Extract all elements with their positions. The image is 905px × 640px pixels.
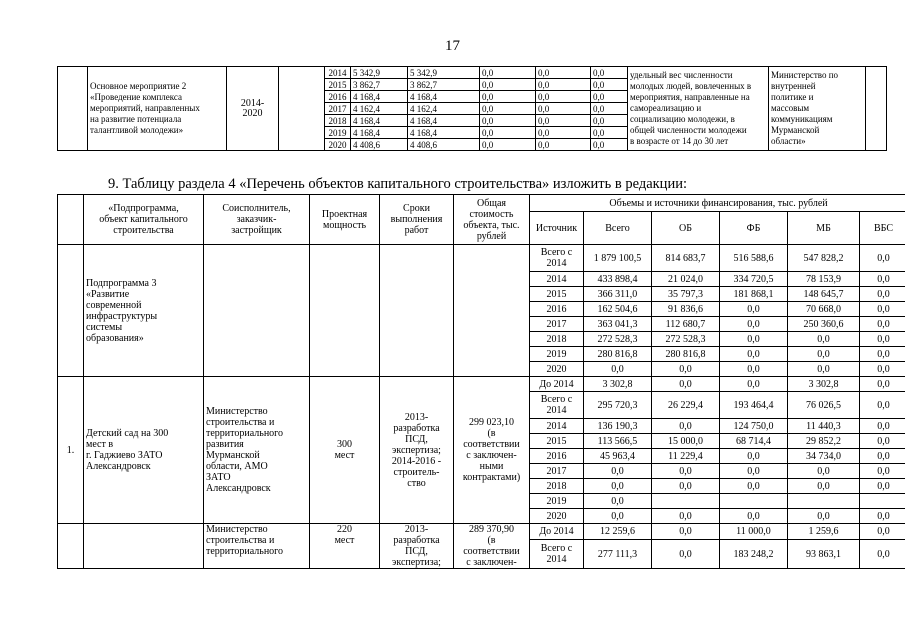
cell-fb: 0,0 — [720, 449, 788, 464]
top-cell-year: 2019 — [325, 127, 351, 139]
section-heading: 9. Таблицу раздела 4 «Перечень объектов капитального строительства» изложить в редакции: — [108, 176, 687, 192]
cell-ob: 280 816,8 — [652, 347, 720, 362]
top-cell-value-4: 0,0 — [591, 79, 628, 91]
cell-total: 0,0 — [584, 464, 652, 479]
cell-source: 2018 — [530, 332, 584, 347]
top-cell-value-4: 0,0 — [591, 91, 628, 103]
cell-ob: 0,0 — [652, 479, 720, 494]
cell-source: До 2014 — [530, 524, 584, 540]
cell-mb: 547 828,2 — [788, 245, 860, 272]
top-cell-value-3: 0,0 — [536, 127, 591, 139]
cell-mb: 76 026,5 — [788, 392, 860, 419]
cell-total: 45 963,4 — [584, 449, 652, 464]
row-number — [58, 524, 84, 569]
top-cell-total: 3 862,7 — [351, 79, 408, 91]
cell-mb: 0,0 — [788, 509, 860, 524]
object-terms: 2013- разработка ПСД, экспертиза; — [380, 524, 454, 569]
cell-fb: 516 588,6 — [720, 245, 788, 272]
cell-fb: 193 464,4 — [720, 392, 788, 419]
top-cell-value-1: 4 168,4 — [408, 91, 480, 103]
cell-mb: 148 645,7 — [788, 287, 860, 302]
cell-source: 2018 — [530, 479, 584, 494]
cell-vbs: 0,0 — [860, 509, 905, 524]
top-cell-value-1: 4 162,4 — [408, 103, 480, 115]
top-cell-value-2: 0,0 — [480, 139, 536, 151]
cell-total: 136 190,3 — [584, 419, 652, 434]
top-cell-value-3: 0,0 — [536, 91, 591, 103]
cell-source: 2020 — [530, 509, 584, 524]
cell-ob: 112 680,7 — [652, 317, 720, 332]
cell-total: 272 528,3 — [584, 332, 652, 347]
cell-fb: 0,0 — [720, 509, 788, 524]
cell-total: 3 302,8 — [584, 377, 652, 392]
cell-total: 1 879 100,5 — [584, 245, 652, 272]
subprogram-row — [58, 245, 905, 272]
cell-source: 2015 — [530, 434, 584, 449]
cell-source: 2016 — [530, 302, 584, 317]
top-cell-year: 2018 — [325, 115, 351, 127]
cell-vbs: 0,0 — [860, 362, 905, 377]
subheader-source: Источник — [530, 212, 584, 245]
cell-ob: 0,0 — [652, 509, 720, 524]
cell-mb: 93 863,1 — [788, 540, 860, 569]
top-executor: Министерство по внутренней политике и массовым коммуникациям Мурманской области» — [769, 67, 866, 151]
header-financing-group: Объемы и источники финансирования, тыс. рублей — [530, 195, 905, 212]
cell-ob: 15 000,0 — [652, 434, 720, 449]
cell-total: 295 720,3 — [584, 392, 652, 419]
top-table-row — [58, 67, 887, 79]
top-cell-value-1: 3 862,7 — [408, 79, 480, 91]
cell-mb: 0,0 — [788, 362, 860, 377]
cell-mb: 0,0 — [788, 479, 860, 494]
object-executor: Министерство строительства и территориального развития Мурманской области, АМО ЗАТО Александровск — [204, 377, 310, 524]
cell-total: 0,0 — [584, 362, 652, 377]
object-executor: Министерство строительства и территориального — [204, 524, 310, 569]
cell-vbs: 0,0 — [860, 449, 905, 464]
cell-source: Всего с 2014 — [530, 540, 584, 569]
object-cost: 289 370,90 (в соответствии с заключен- — [454, 524, 530, 569]
cell-fb: 0,0 — [720, 479, 788, 494]
top-cell-value-1: 5 342,9 — [408, 67, 480, 79]
cell-ob: 272 528,3 — [652, 332, 720, 347]
cell-fb: 0,0 — [720, 347, 788, 362]
top-cell-total: 4 168,4 — [351, 115, 408, 127]
top-cell-value-3: 0,0 — [536, 67, 591, 79]
cell-ob — [652, 494, 720, 509]
subheader-total: Всего — [584, 212, 652, 245]
top-cell-value-2: 0,0 — [480, 103, 536, 115]
top-cell-value-2: 0,0 — [480, 91, 536, 103]
cell-ob: 0,0 — [652, 419, 720, 434]
top-cell-value-4: 0,0 — [591, 103, 628, 115]
top-cell-total: 4 408,6 — [351, 139, 408, 151]
header-num — [58, 195, 84, 245]
cell-fb: 68 714,4 — [720, 434, 788, 449]
top-cell-value-3: 0,0 — [536, 103, 591, 115]
subheader-fb: ФБ — [720, 212, 788, 245]
cell-fb: 0,0 — [720, 464, 788, 479]
cell-vbs: 0,0 — [860, 332, 905, 347]
row-number — [58, 245, 84, 377]
cell-source: 2014 — [530, 272, 584, 287]
header-cost: Общая стоимость объекта, тыс. рублей — [454, 195, 530, 245]
object-name: Подпрограмма 3 «Развитие современной инфраструктуры системы образования» — [84, 245, 204, 377]
cell-vbs: 0,0 — [860, 524, 905, 540]
cell-vbs: 0,0 — [860, 377, 905, 392]
top-cell-total: 4 168,4 — [351, 127, 408, 139]
cell-total: 433 898,4 — [584, 272, 652, 287]
cell-fb: 0,0 — [720, 302, 788, 317]
top-cell-value-2: 0,0 — [480, 115, 536, 127]
page-number: 17 — [445, 38, 460, 54]
cell-source: 2019 — [530, 347, 584, 362]
cell-vbs — [860, 494, 905, 509]
cell-total: 280 816,8 — [584, 347, 652, 362]
cell-total: 366 311,0 — [584, 287, 652, 302]
cell-ob: 814 683,7 — [652, 245, 720, 272]
row-number: 1. — [58, 377, 84, 524]
cell-fb: 183 248,2 — [720, 540, 788, 569]
cell-fb: 181 868,1 — [720, 287, 788, 302]
cell-source: Всего с 2014 — [530, 245, 584, 272]
cell-mb: 3 302,8 — [788, 377, 860, 392]
subheader-vbs: ВБС — [860, 212, 905, 245]
cell-fb — [720, 494, 788, 509]
cell-ob: 0,0 — [652, 540, 720, 569]
cell-mb: 0,0 — [788, 332, 860, 347]
header-subprogram: «Подпрограмма, объект капитального строительства — [84, 195, 204, 245]
top-cell-year: 2014 — [325, 67, 351, 79]
top-table — [57, 66, 887, 151]
cell-vbs: 0,0 — [860, 317, 905, 332]
top-cell-value-3: 0,0 — [536, 79, 591, 91]
cell-fb: 0,0 — [720, 332, 788, 347]
top-cell-value-4: 0,0 — [591, 139, 628, 151]
cell-ob: 0,0 — [652, 464, 720, 479]
top-cell-year: 2020 — [325, 139, 351, 151]
object1-row — [58, 377, 905, 392]
object-name: Детский сад на 300 мест в г. Гаджиево ЗАТО Александровск — [84, 377, 204, 524]
cell-fb: 11 000,0 — [720, 524, 788, 540]
cell-fb: 334 720,5 — [720, 272, 788, 287]
cell-total: 0,0 — [584, 509, 652, 524]
top-cell-value-4: 0,0 — [591, 127, 628, 139]
cell-ob: 0,0 — [652, 377, 720, 392]
cell-vbs: 0,0 — [860, 302, 905, 317]
cell-fb: 0,0 — [720, 317, 788, 332]
cell-ob: 91 836,6 — [652, 302, 720, 317]
top-cell-value-1: 4 408,6 — [408, 139, 480, 151]
cell-mb: 0,0 — [788, 347, 860, 362]
top-spacer-cell — [279, 67, 325, 151]
cell-mb — [788, 494, 860, 509]
cell-vbs: 0,0 — [860, 464, 905, 479]
cell-mb: 29 852,2 — [788, 434, 860, 449]
top-period: 2014- 2020 — [227, 67, 279, 151]
cell-total: 0,0 — [584, 479, 652, 494]
cell-source: 2020 — [530, 362, 584, 377]
cell-mb: 250 360,6 — [788, 317, 860, 332]
top-cell-total: 4 168,4 — [351, 91, 408, 103]
cell-vbs: 0,0 — [860, 540, 905, 569]
object-terms — [380, 245, 454, 377]
object-executor — [204, 245, 310, 377]
cell-mb: 0,0 — [788, 464, 860, 479]
cell-vbs: 0,0 — [860, 272, 905, 287]
cell-total: 277 111,3 — [584, 540, 652, 569]
cell-source: 2014 — [530, 419, 584, 434]
cell-mb: 11 440,3 — [788, 419, 860, 434]
cell-total: 0,0 — [584, 494, 652, 509]
top-num-cell — [58, 67, 88, 151]
object-capacity: 220 мест — [310, 524, 380, 569]
cell-ob: 0,0 — [652, 524, 720, 540]
object-cost — [454, 245, 530, 377]
header-capacity: Проектная мощность — [310, 195, 380, 245]
object-capacity: 300 мест — [310, 377, 380, 524]
top-cell-year: 2017 — [325, 103, 351, 115]
object-terms: 2013- разработка ПСД, экспертиза; 2014-2016 - строитель- ство — [380, 377, 454, 524]
cell-ob: 11 229,4 — [652, 449, 720, 464]
top-right-cell — [866, 67, 887, 151]
capital-construction-table — [57, 194, 905, 569]
cell-vbs: 0,0 — [860, 479, 905, 494]
cell-ob: 21 024,0 — [652, 272, 720, 287]
cell-mb: 78 153,9 — [788, 272, 860, 287]
cell-fb: 124 750,0 — [720, 419, 788, 434]
object-name — [84, 524, 204, 569]
cell-fb: 0,0 — [720, 362, 788, 377]
top-cell-value-1: 4 168,4 — [408, 115, 480, 127]
cell-vbs: 0,0 — [860, 392, 905, 419]
cell-vbs: 0,0 — [860, 347, 905, 362]
top-cell-value-3: 0,0 — [536, 139, 591, 151]
object-capacity — [310, 245, 380, 377]
cell-ob: 0,0 — [652, 362, 720, 377]
header-row — [58, 195, 905, 212]
cell-total: 113 566,5 — [584, 434, 652, 449]
cell-mb: 34 734,0 — [788, 449, 860, 464]
top-cell-value-4: 0,0 — [591, 115, 628, 127]
cell-source: 2017 — [530, 317, 584, 332]
cell-total: 162 504,6 — [584, 302, 652, 317]
cell-ob: 35 797,3 — [652, 287, 720, 302]
top-cell-total: 5 342,9 — [351, 67, 408, 79]
object-cost: 299 023,10 (в соответствии с заключен- ными контрактами) — [454, 377, 530, 524]
cell-source: 2019 — [530, 494, 584, 509]
cell-source: 2016 — [530, 449, 584, 464]
top-cell-year: 2016 — [325, 91, 351, 103]
top-cell-value-2: 0,0 — [480, 127, 536, 139]
cell-vbs: 0,0 — [860, 434, 905, 449]
cell-vbs: 0,0 — [860, 419, 905, 434]
cell-source: 2015 — [530, 287, 584, 302]
cell-source: 2017 — [530, 464, 584, 479]
cell-ob: 26 229,4 — [652, 392, 720, 419]
object2-row — [58, 524, 905, 540]
cell-source: Всего с 2014 — [530, 392, 584, 419]
cell-total: 363 041,3 — [584, 317, 652, 332]
top-cell-value-2: 0,0 — [480, 79, 536, 91]
top-cell-value-4: 0,0 — [591, 67, 628, 79]
cell-mb: 70 668,0 — [788, 302, 860, 317]
header-executor: Соисполнитель, заказчик- застройщик — [204, 195, 310, 245]
top-cell-year: 2015 — [325, 79, 351, 91]
header-terms: Сроки выполнения работ — [380, 195, 454, 245]
subheader-mb: МБ — [788, 212, 860, 245]
top-cell-value-2: 0,0 — [480, 67, 536, 79]
cell-vbs: 0,0 — [860, 245, 905, 272]
top-cell-value-3: 0,0 — [536, 115, 591, 127]
cell-total: 12 259,6 — [584, 524, 652, 540]
cell-mb: 1 259,6 — [788, 524, 860, 540]
cell-source: До 2014 — [530, 377, 584, 392]
cell-vbs: 0,0 — [860, 287, 905, 302]
subheader-ob: ОБ — [652, 212, 720, 245]
top-activity: Основное мероприятие 2 «Проведение комплекса мероприятий, направленных на развитие потенциала талантливой молодежи» — [88, 67, 227, 151]
cell-fb: 0,0 — [720, 377, 788, 392]
top-indicator: удельный вес численности молодых людей, вовлеченных в мероприятия, направленные на самореализацию и социализацию молодежи, в общей численности молодежи в возрасте от 14 до 30 лет — [628, 67, 769, 151]
top-cell-value-1: 4 168,4 — [408, 127, 480, 139]
top-cell-total: 4 162,4 — [351, 103, 408, 115]
